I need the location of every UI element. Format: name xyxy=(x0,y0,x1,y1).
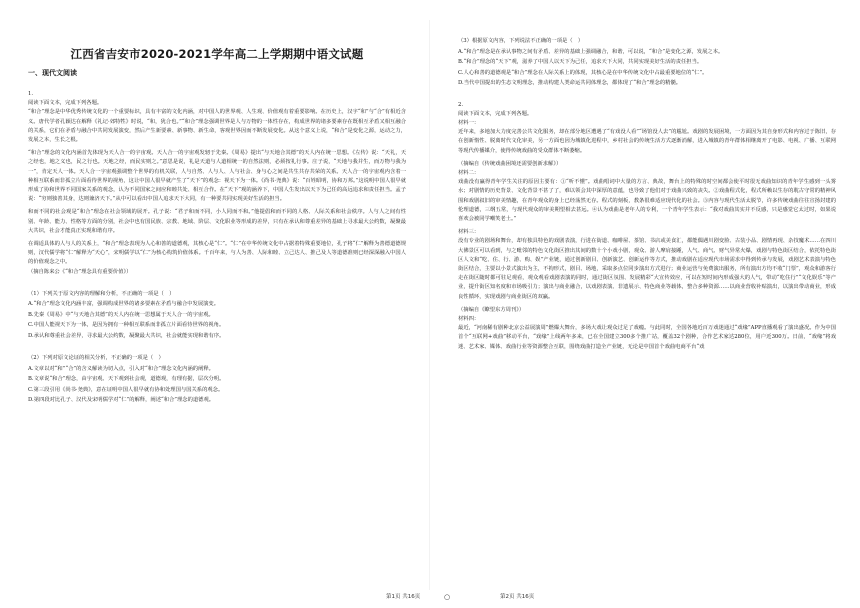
option-d: D.当代中国提出的生态文明理念，推动构建人类命运共同体理念，都体现了“和合”理念的精髓。 xyxy=(458,80,682,86)
material-3-text: 没有专业的剧场和舞台，却有独具特色的戏剧表演，行进在街道、咖啡屋、茶馆、书店或美食汇，都能偶遇川剧变脸、古装小品、剧情再现、杂技魔术……在四川大佛景区可以看到，与之毗邻的特色文化街区推出其间的数十个小戏小剧，观众、游人摩肩接踵，人气、商气、财气异常火爆，戏剧与特色街区结合，依托特色街区人文和“吃、住、行、游、购、娱”产业链，通过创新剧目、创新演艺、创新运作等方式，推动戏剧在适应现代市场需求中得到传承与发展，戏剧艺术表演与特色街区结合，主要以小景式演出为主，不拘形式，剧目、场地，采取多点位同步演出方式进行；商业运营与免费演出服务，所有演出方均不收“门票”，观众和游客行走在街区随时都可驻足观看，观众观看戏剧表演的同时，通过街区氛围、发展精彩“大宣传效应，可以在短时间内形成强大的人气，带动“吃住行”“文化娱乐”等产业，提升街区知名度和市场吸引力；演出与商业融合，以戏剧表演、非遗展示、特色商业等载体，整合多种资源……以商业营收补贴演出，以演出带动商业，形成良性循环，实现戏剧与商业街区的双赢。 xyxy=(458,238,836,300)
question-3 xyxy=(458,36,836,89)
option-c: C.第三段引用《尚书·尧典》，意在证明中国人很早就有协和处理国与国关系的观念。 xyxy=(28,386,224,393)
option-a: A.文章以对“和”“合”的含义解读为切入点，引入对“和合”理念文化内涵的阐释。 xyxy=(28,365,214,372)
question-1 xyxy=(28,289,406,342)
material-2-label: 材料二： xyxy=(458,169,480,176)
exam-title: 江西省吉安市2020-2021学年高二上学期期中语文试题 xyxy=(70,47,364,61)
option-b: B.先秦《周易》中“与天地合其德”的天人内在统一思想属于天人合一的宇宙观。 xyxy=(28,311,214,318)
material-4-label: 材料四： xyxy=(458,315,480,322)
material-2-text: 戏曲没有赢得青年学生关注的原因主要有：①“听不懂”。戏曲唱词中大量的方言、典故，舞台上的特殊的时空间都会使平时很无戏曲知识的青年学生感到一头雾水；对剧情的历史背景、文化背景不甚了了，难以领会其中深厚的意蕴，也导致了他们对于戏曲兴致的丧失。②戏曲程式化，程式所赖以生存的耽古守常的精神风围和戏剧叙旧的审美情趣，在青年观众的身上已经荡然无存。程式的刻板，教条很难适应现代化的社会。③内容与现代生活太脱节，许多传统戏曲往往宣扬封建的伦理道德，三纲五常，与现代观众的审美期望相去甚远。④认为戏曲是老年人的专利，一个青年学生表示：“我对戏曲其实并不反感，只是感觉它太过时，如果说喜欢会被同学嘲笑老土。” xyxy=(458,179,836,222)
option-c: C.中国人能视天下为一体，是因为拥有一种相互联系而非孤立片面看待世界的视角。 xyxy=(28,322,225,329)
page-separator-icon: ○ xyxy=(444,593,451,601)
question-stem: （3）根据原文内容，下列说法不正确的一项是（ ） xyxy=(458,38,584,44)
left-column xyxy=(28,38,406,406)
right-column xyxy=(458,36,836,352)
passage-source: （摘自陈来公《“和合”理念具有重要价值》） xyxy=(28,268,132,275)
material-1-source: （摘编自《传统戏曲困境还需要创新求解》） xyxy=(458,160,562,167)
option-c: C.人心和善的道德观是“和合”理念在人际关系上的体现，其核心是在中华传统文化中占最重要地位的“仁”。 xyxy=(458,69,708,76)
page-number-left: 第1页 共16页 xyxy=(386,594,421,600)
option-d: D.第四段对比孔子、汉代及宋明儒学对“仁”的解释，阐述“和合”理念的道德观。 xyxy=(28,397,215,404)
question-number: 2. xyxy=(458,101,464,108)
material-3-source: （摘编自《瞭望东方周刊》） xyxy=(458,306,525,313)
option-d: D.承认和尊重社会差异，寻求最大公约数，凝聚最大共识，社会就能实现和谐有序。 xyxy=(28,332,225,339)
question-2 xyxy=(28,353,406,406)
material-1-label: 材料一： xyxy=(458,119,480,126)
option-b: B.文章说“和合”理念，由宇宙观、天下观到社会观，道德观，有理有据，层次分明。 xyxy=(28,376,225,383)
question-number: 1. xyxy=(28,91,34,97)
passage-paragraph-4: 在调适具体的人与人的关系上，“和合”理念表现为人心和善的道德观，其核心是“仁”。“仁”在中华传统文化中占据着特殊重要地位，孔子将“仁”解释为善德道德规则，汉代儒学将“仁”解释为“天心”，宋明儒学以“仁”为核心构筑价值体系。千百年来，与人为善、人际和睦、立己达人、推己及人等道德准则已经深深融入中国人的价值观念之中。 xyxy=(28,241,406,266)
passage-paragraph-3: 和而不同的社会观是“和合”理念在社会领域的展开。孔子说：“君子和而不同，小人同而不和。”他提倡和而不同的人格、人际关系和社会秩序。人与人之间有性别、年龄、能力、性格等方面的分别，社会中也有国民族、宗教、地域、阶层、文化职业等形成的差异，只有在承认和尊重差异的基础上寻求最大公约数，凝聚最大共识，社会才能真正实现和谐有序。 xyxy=(28,209,406,234)
page-number-right: 第2页 共16页 xyxy=(500,594,535,600)
reading-instruction: 阅读下面文本，完成下列各题。 xyxy=(28,100,103,107)
reading-instruction: 阅读下面文本，完成下列各题。 xyxy=(458,110,533,117)
material-1-text: 近年来，多地加大力度完善公共文化服务，却在部分地区遭遇了“有戏没人看”“场馆没人去”的尴尬。戏剧的发展困境，一方面因为其自身形式和内容过于陈旧，存在创新惰性、脱离时代文化审美，另一方面也因为城镇化进程中，乡村社会的传统生活方式逐渐消解，进入城镇的青年群体相继离开了电影、电视、广播、互联网等现代传播媒介，使得传统戏曲的受众群体不断萎缩。 xyxy=(458,129,836,154)
material-4-text: 最近，“河南稀有剧种北京公益展演周”燃爆大舞台，多场大戏让观众过足了戏瘾。与此同时，全国各地近百万戏迷通过“戏缘”APP直播观看了演出盛况。作为中国首个“互联网+戏曲”移动平台，“戏缘”上线两年多来，已在全国建立300多个推广站，覆盖32个剧种，合作艺术家达280位，用户近300万。日前，“戏缘”将戏迷、艺术家、媒体、戏曲行业等资源整合互联，围绕戏曲打造全产业链，无论是中国首个戏曲电商平台“戏 xyxy=(458,325,836,350)
material-3-label: 材料三： xyxy=(458,229,480,236)
question-stem: （1）下列关于原文内容的理解和分析，不正确的一项是（ ） xyxy=(28,290,175,297)
option-b: B.“和合”理念的“天下”观，滋养了中国人以天下为己任，追求天下大同，共同实现美好生活的责任担当。 xyxy=(458,59,703,65)
right-page xyxy=(430,0,860,608)
question-stem: （2）下列对原文论证的相关分析，不正确的一项是（ ） xyxy=(28,355,164,362)
passage-paragraph-1: “和合”理念是中华优秀传统文化的一个重要标识，具有丰富的文化内涵，对中国人的世界观、人生观、价值观有着重要影响。在历史上，汉字“和”与“合”有相近含义。唐代学者孔颖达在解释《礼记·郊特牲》时说，“和，犹合也。”“和合”理念强调世界是人与万物的一体性存在，构成世界的诸多要素存在既相互矛盾又相互融合的关系，它们在矛盾与融合中共同发展演变，然后产生新要素、新事物、新生命，客观世界因而不断发展变化。从这个意义上说，“和合”是变化之源，运动之力，发展之本，生长之根。 xyxy=(28,109,406,144)
section-heading: 一、现代文阅读 xyxy=(28,69,77,77)
option-a: A.“和合”理念文化内涵丰富，强调构成世界的诸多要素在矛盾与融合中发展演变。 xyxy=(28,301,220,308)
option-a: A.“和合”理念是在承认事物之间有矛盾、差异的基础上强调融合，和谐，可以说，“和合”是变化之源，发展之本。 xyxy=(458,48,724,55)
passage-paragraph-2: “和合”理念的文化内涵首先体现为天人合一的宇宙观。天人合一的宇宙观发轫于先秦。《周易》提出“与天地合其德”的天人内在统一思想。《左传》说：“天礼，天之经也，地之义也，民之行也。天地之经，而民实则之。”意思是说，礼是天道与人道相统一的自然法则，必须按礼行事。庄子说，“天地与我并生，而万物与我为一”，肯定天人一体。天人合一宇宙观强调整个世界的有机关联，人与自然、人与人、人与社会、身与心之间是共生共存共荣的关系。天人合一的宇宙观内含着一种相互联系而非孤立片面看待世界的视角，这让中国人很早就产生了“天下”的观念：视天下为一体。《尚书·尧典》说：“百姓昭明，协和万邦。”这说明中国人很早就形成了协和世界不同国家关系的观念，认为不同国家之间应和睦共处、相互合作。在“天下”观的涵养下，中国人生发出以天下为己任的高远追求和责任担当。孟子说：“穷则独善其身，达则兼济天下。”从中可以看出中国人追求天下大同，有一种要共同实现美好生活的担当。 xyxy=(28,150,407,203)
